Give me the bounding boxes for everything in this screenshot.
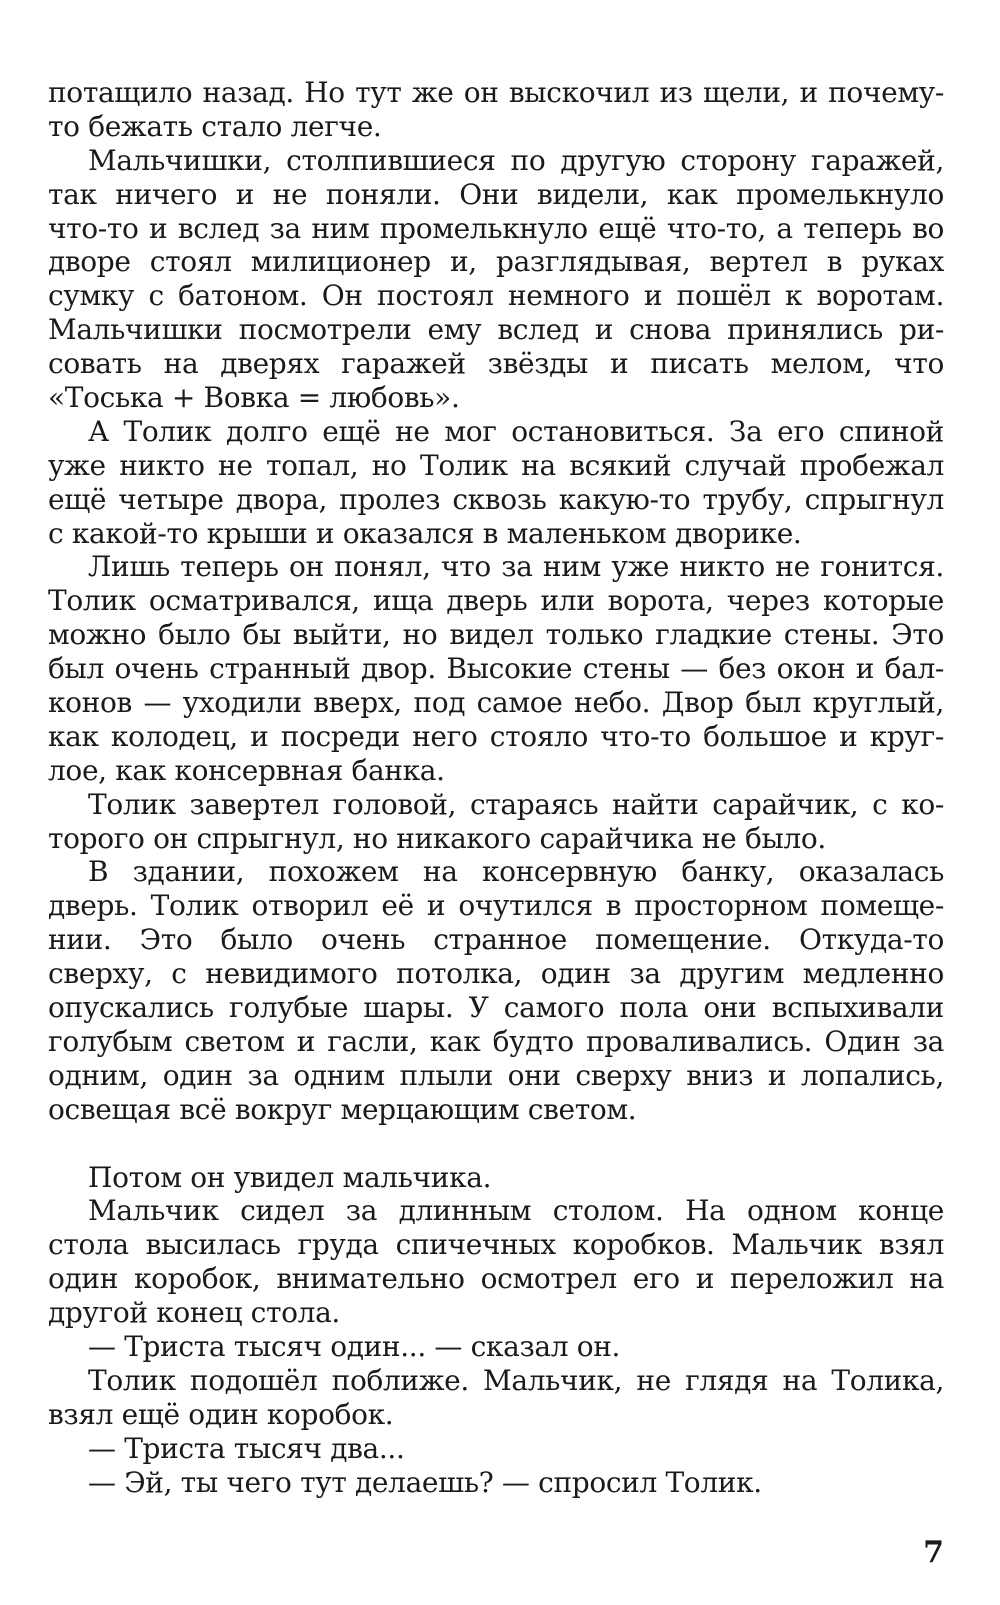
text-line: был очень странный двор. Высокие стены — без окон и бал- xyxy=(48,652,944,686)
text-line: освещая всё вокруг мерцающим светом. xyxy=(48,1092,637,1126)
text-line: голубым светом и гасли, как будто проваливались. Один за xyxy=(48,1024,944,1058)
text-line: В здании, похожем на консервную банку, оказалась xyxy=(88,855,944,889)
dialogue-line xyxy=(48,1466,944,1500)
text-line: — Триста тысяч два... xyxy=(88,1431,405,1465)
text-line: нии. Это было очень странное помещение. Откуда-то xyxy=(48,923,944,957)
text-line: сумку с батоном. Он постоял немного и пошёл к воротам. xyxy=(48,279,944,313)
text-line: А Толик долго ещё не мог остановиться. За его спиной xyxy=(88,414,944,448)
text-line: один коробок, внимательно осмотрел его и переложил на xyxy=(48,1262,944,1296)
text-line: Мальчишки посмотрели ему вслед и снова принялись ри- xyxy=(48,313,944,347)
section-break xyxy=(48,1127,944,1161)
text-line: то бежать стало легче. xyxy=(48,109,382,143)
paragraph xyxy=(48,76,944,144)
paragraph xyxy=(48,788,944,856)
text-line: другой конец стола. xyxy=(48,1296,340,1330)
text-line: опускались голубые шары. У самого пола они вспыхивали xyxy=(48,991,944,1025)
text-line: — Эй, ты чего тут делаешь? — спросил Толик. xyxy=(88,1465,762,1499)
paragraph xyxy=(48,144,944,415)
page-number: 7 xyxy=(923,1535,944,1570)
text-line: Толик завертел головой, стараясь найти сарайчик, с ко- xyxy=(88,787,944,821)
text-line: сверху, с невидимого потолка, один за другим медленно xyxy=(48,957,944,991)
text-line: Потом он увидел мальчика. xyxy=(88,1160,492,1194)
text-line: торого он спрыгнул, но никакого сарайчика не было. xyxy=(48,821,826,855)
text-line: что-то и вслед за ним промелькнуло ещё что-то, а теперь во xyxy=(48,211,944,245)
text-line: Мальчишки, столпившиеся по другую сторону гаражей, xyxy=(88,143,944,177)
dialogue-line xyxy=(48,1432,944,1466)
text-line: совать на дверях гаражей звёзды и писать мелом, что xyxy=(48,347,944,381)
text-line: так ничего и не поняли. Они видели, как промелькнуло xyxy=(48,177,944,211)
paragraph xyxy=(48,550,944,787)
text-line: дворе стоял милиционер и, разглядывая, вертел в руках xyxy=(48,245,944,279)
paragraph xyxy=(48,415,944,551)
text-line: потащило назад. Но тут же он выскочил из щели, и почему- xyxy=(48,76,944,109)
text-line: одним, один за одним плыли они сверху вниз и лопались, xyxy=(48,1058,944,1092)
text-line: лое, как консервная банка. xyxy=(48,753,445,787)
text-line: взял ещё один коробок. xyxy=(48,1397,394,1431)
paragraph xyxy=(48,855,944,1126)
text-line: с какой-то крыши и оказался в маленьком дворике. xyxy=(48,516,802,550)
text-line: Толик осматривался, ища дверь или ворота, через которые xyxy=(48,584,944,618)
page-body xyxy=(48,76,944,1499)
dialogue-line xyxy=(48,1330,944,1364)
text-line: уже никто не топал, но Толик на всякий случай пробежал xyxy=(48,448,944,482)
paragraph xyxy=(48,1161,944,1195)
text-line: — Триста тысяч один... — сказал он. xyxy=(88,1329,621,1363)
text-line: «Тоська + Вовка = любовь». xyxy=(48,381,460,415)
text-line: ещё четыре двора, пролез сквозь какую-то трубу, спрыгнул xyxy=(48,482,944,516)
text-line: Толик подошёл поближе. Мальчик, не глядя на Толика, xyxy=(88,1363,944,1397)
paragraph xyxy=(48,1364,944,1432)
text-line: можно было бы выйти, но видел только гладкие стены. Это xyxy=(48,618,944,652)
text-line: Лишь теперь он понял, что за ним уже никто не гонится. xyxy=(88,550,944,584)
text-line: дверь. Толик отворил её и очутился в просторном помеще- xyxy=(48,889,944,923)
text-line: как колодец, и посреди него стояло что-то большое и круг- xyxy=(48,719,944,753)
text-line: стола высилась груда спичечных коробков. Мальчик взял xyxy=(48,1228,944,1262)
paragraph xyxy=(48,1194,944,1330)
text-line: Мальчик сидел за длинным столом. На одном конце xyxy=(88,1194,944,1228)
text-line: конов — уходили вверх, под самое небо. Двор был круглый, xyxy=(48,686,944,720)
